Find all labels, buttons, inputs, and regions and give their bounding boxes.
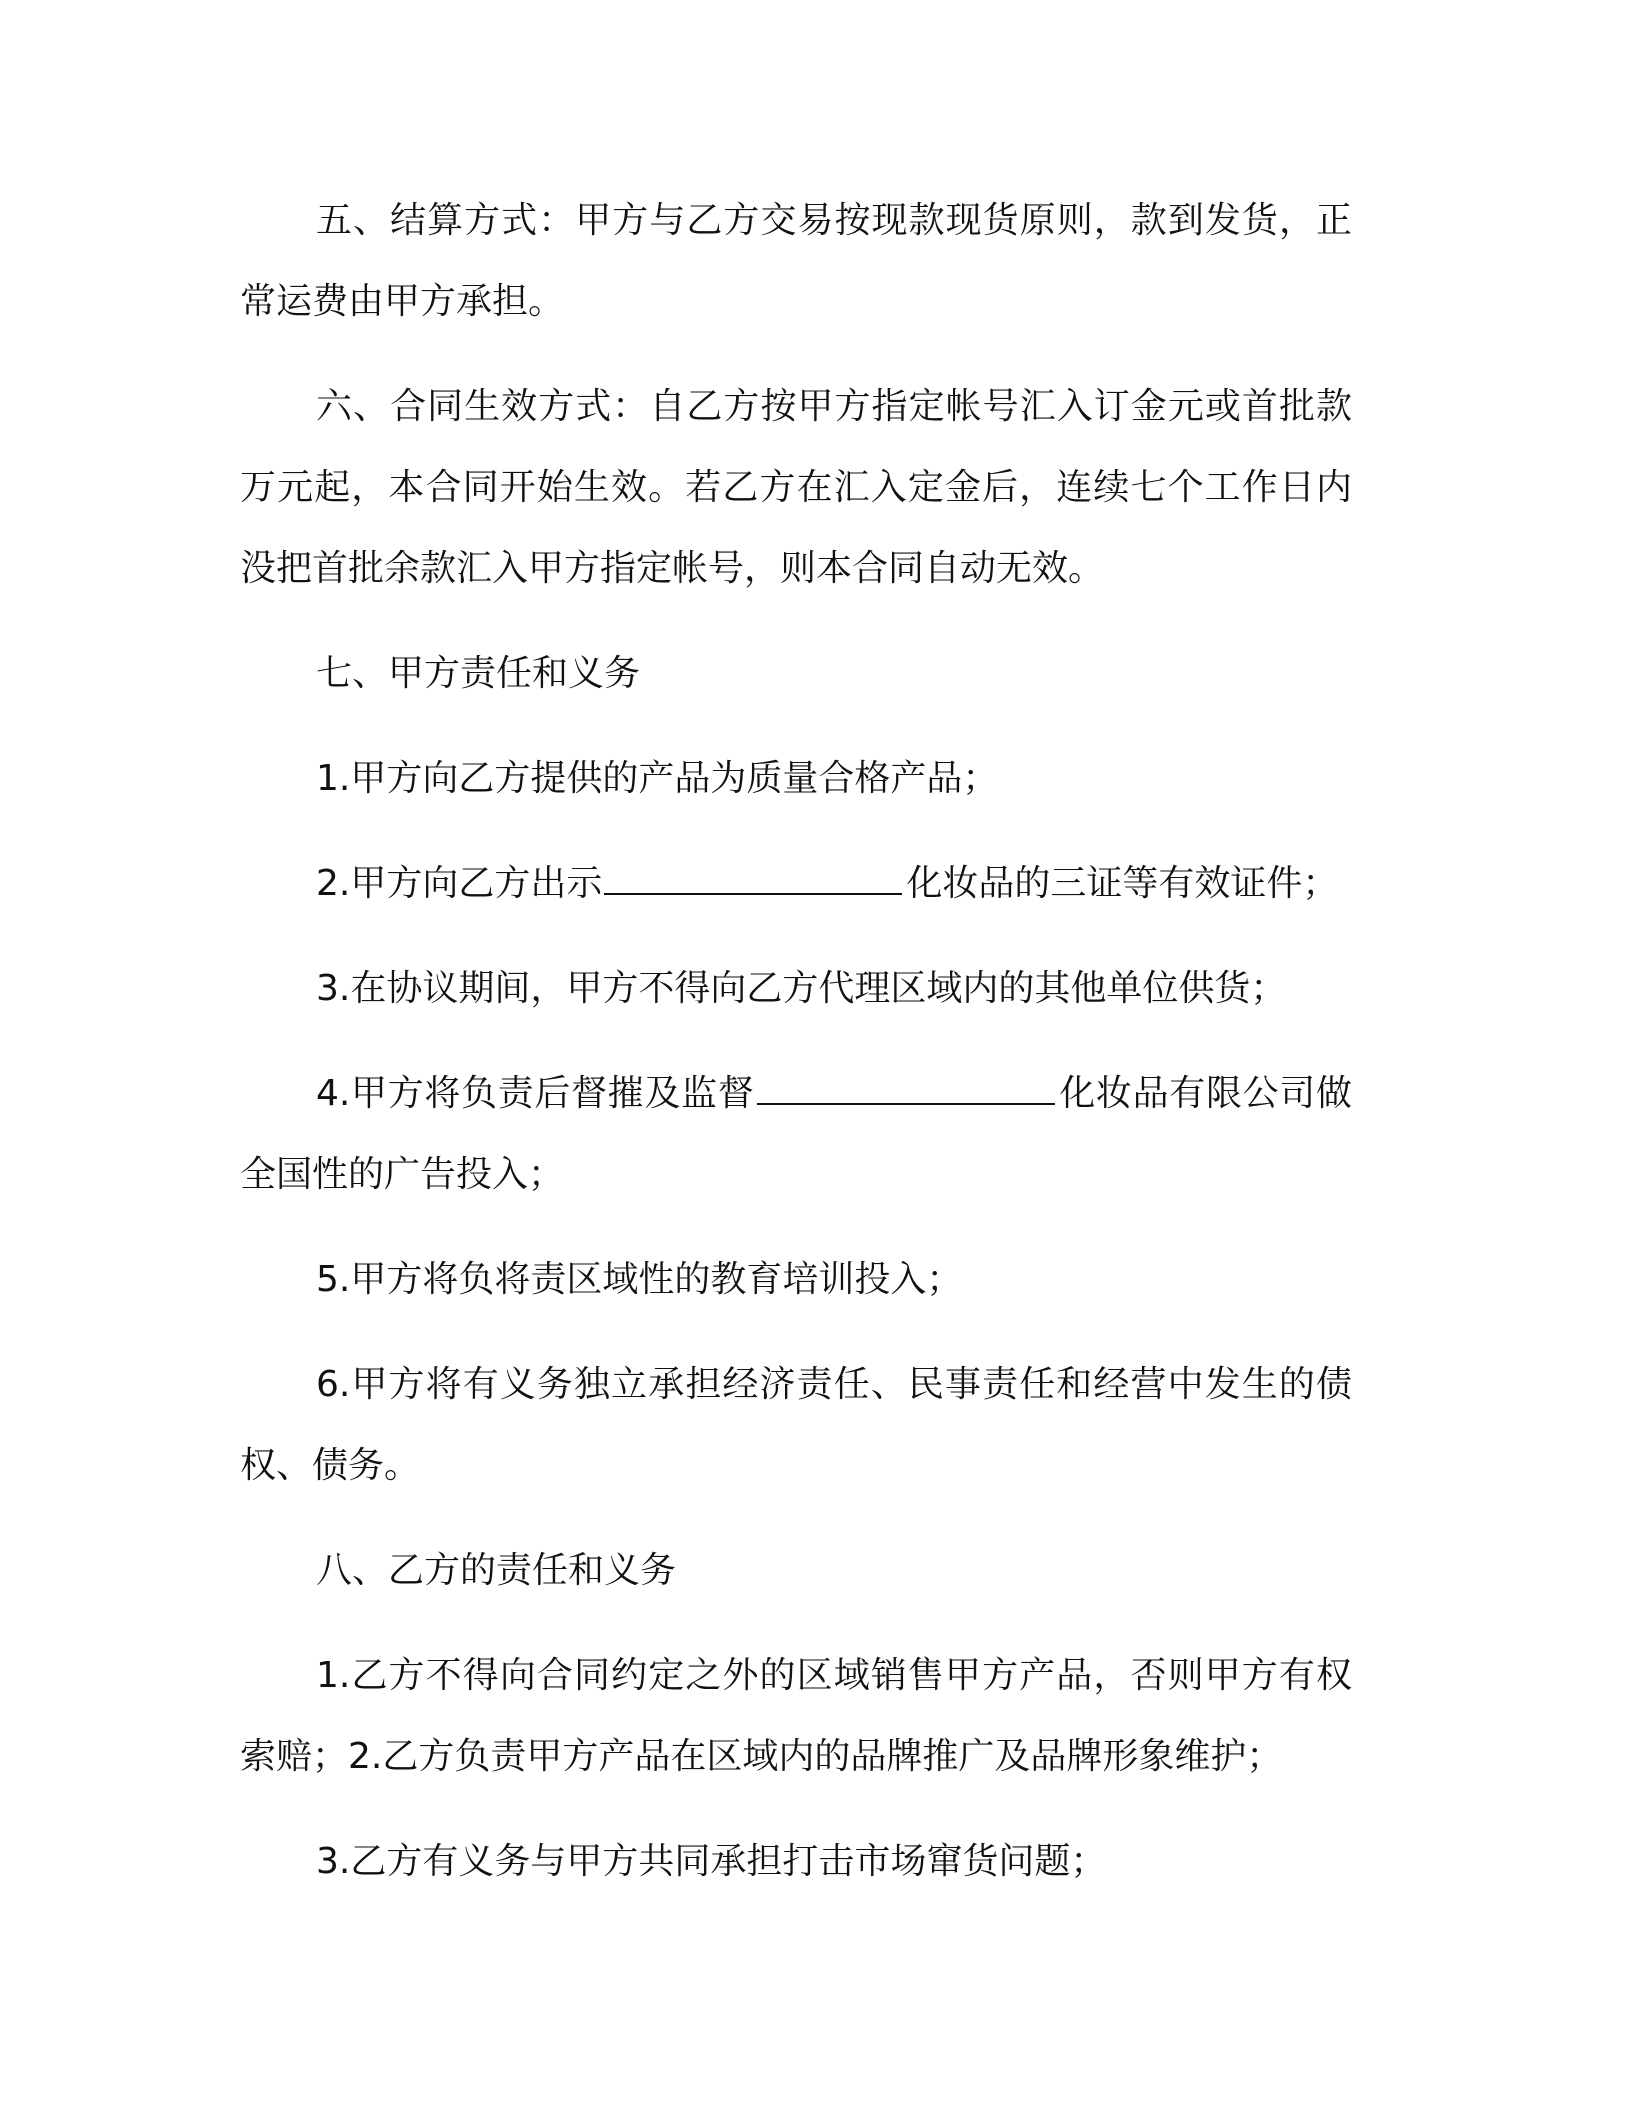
- clause-8-items-1-2: 1.乙方不得向合同约定之外的区域销售甲方产品，否则甲方有权索赔；2.乙方负责甲方产品在区域内的品牌推广及品牌形象维护；: [240, 1655, 1352, 1777]
- clause-7-item-5: 5.甲方将负将责区域性的教育培训投入；: [316, 1259, 963, 1300]
- fill-in-blank: [604, 859, 902, 895]
- clause-7-item-3: 3.在协议期间，甲方不得向乙方代理区域内的其他单位供货；: [316, 968, 1287, 1009]
- clause-6-effectiveness: 六、合同生效方式：自乙方按甲方指定帐号汇入订金元或首批款万元起，本合同开始生效。若乙方在汇入定金后，连续七个工作日内没把首批余款汇入甲方指定帐号，则本合同自动无效。: [240, 386, 1352, 589]
- clause-7-item-1: 1.甲方向乙方提供的产品为质量合格产品；: [316, 758, 999, 799]
- clause-7-item-6: 6.甲方将有义务独立承担经济责任、民事责任和经营中发生的债权、债务。: [240, 1364, 1352, 1486]
- document-body: [240, 180, 1352, 1926]
- fill-in-blank: [757, 1069, 1055, 1105]
- clause-8-heading: 八、乙方的责任和义务: [316, 1550, 677, 1591]
- clause-7-item-2: [240, 843, 1352, 924]
- clause-7-item-4-after: 化妆品有限公司做全国性的广告投入；: [240, 1073, 1352, 1195]
- clause-7-item-2-before: 2.甲方向乙方出示: [316, 863, 603, 904]
- clause-7-item-4-before: 4.甲方将负责后督摧及监督: [316, 1073, 755, 1114]
- clause-7-item-2-after: 化妆品的三证等有效证件；: [906, 863, 1339, 904]
- clause-5-settlement: 五、结算方式：甲方与乙方交易按现款现货原则，款到发货，正常运费由甲方承担。: [240, 200, 1352, 322]
- clause-8-item-3: 3.乙方有义务与甲方共同承担打击市场窜货问题；: [316, 1841, 1107, 1882]
- clause-7-heading: 七、甲方责任和义务: [316, 653, 641, 694]
- clause-7-item-4: [240, 1053, 1352, 1215]
